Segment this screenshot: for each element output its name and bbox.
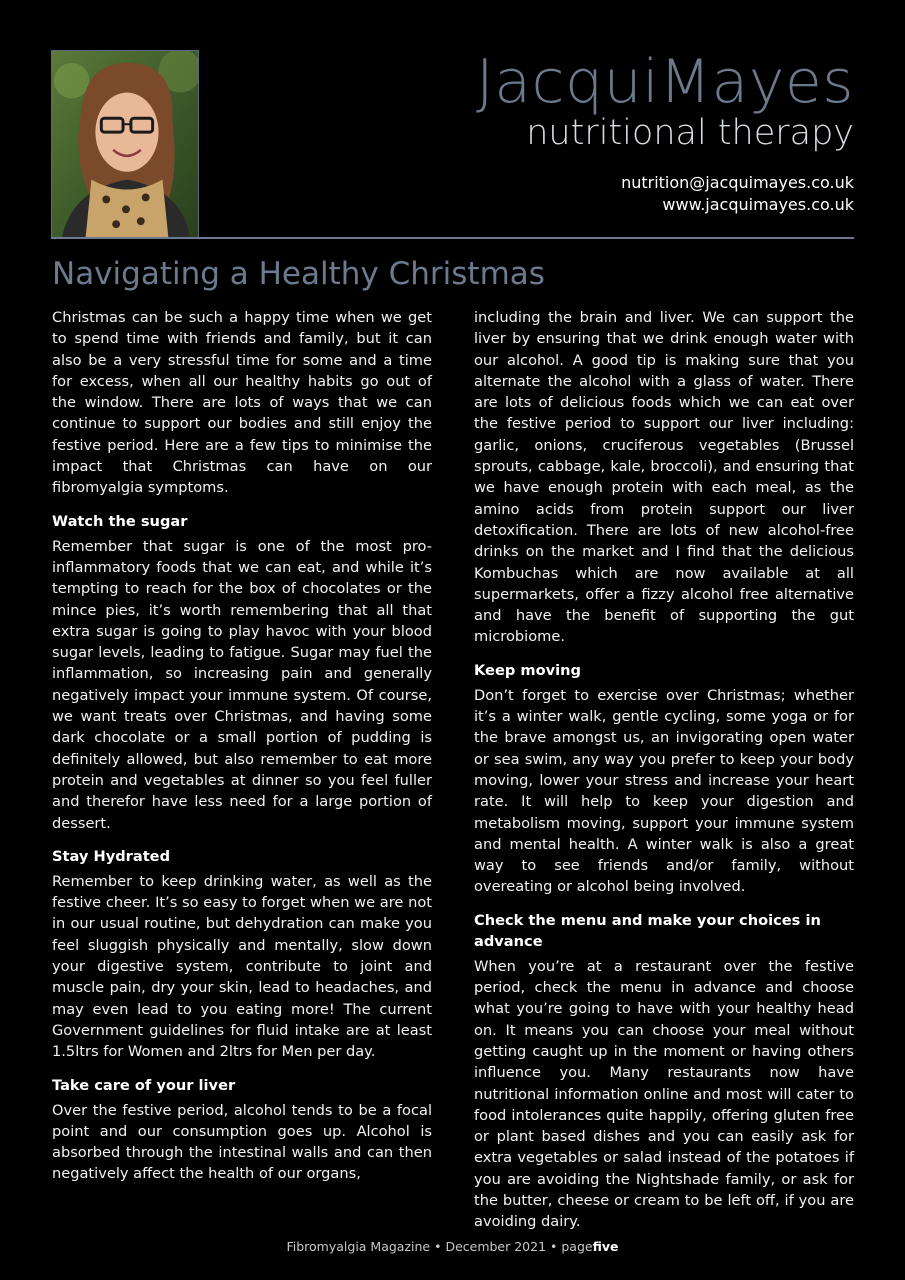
article-title: Navigating a Healthy Christmas	[52, 256, 545, 292]
brand-subtitle: nutritional therapy	[526, 113, 854, 153]
contact-website[interactable]: www.jacquimayes.co.uk	[662, 195, 854, 214]
section-body-moving: Don’t forget to exercise over Christmas; whether it’s a winter walk, gentle cycling, some yoga or for the brave amongst us, an invigorating open water or sea swim, any way you prefer to keep your body moving, lower your stress and increase your heart rate. It will help to keep your digestion and metabolism moving, support your immune system and mental health. A winter walk is also a great way to see friends and/or family, without overeating or alcohol being involved.	[474, 686, 854, 896]
section-body-menu: When you’re at a restaurant over the festive period, check the menu in advance and choose what you’re going to have with your healthy head on. It means you can choose your meal without getting caught up in the moment or having others influence you. Many restaurants now have nutritional information online and most will cater to food intolerances quite happily, offering gluten free or plant based dishes and you can easily ask for extra vegetables or salad instead of the potatoes if you are avoiding the Nightshade family, or ask for the butter, cheese or cream to be left off, if you are avoiding dairy.	[474, 957, 854, 1231]
section-heading-menu: Check the menu and make your choices in advance	[474, 911, 821, 950]
column-right	[474, 307, 854, 1245]
section-heading-liver: Take care of your liver	[52, 1076, 236, 1094]
author-photo	[51, 50, 199, 239]
brand-name: JacquiMayes	[476, 47, 854, 117]
header-divider	[51, 237, 854, 239]
footer-page-number: five	[592, 1239, 619, 1254]
section-body-hydrated: Remember to keep drinking water, as well as the festive cheer. It’s so easy to forget when we are not in our usual routine, but dehydration can make you feel sluggish physically and mentally, slow down your digestive system, contribute to joint and muscle pain, dry your skin, lead to headaches, and may even lead to you eating more! The current Government guidelines for fluid intake are at least 1.5ltrs for Women and 2ltrs for Men per day.	[52, 872, 432, 1061]
column-left	[52, 307, 432, 1197]
section-body-liver-part2: including the brain and liver. We can support the liver by ensuring that we drink enough water with our alcohol. A good tip is making sure that you alternate the alcohol with a glass of water. There are lots of delicious foods which we can eat over the festive period to support our liver including: garlic, onions, cruciferous vegetables (Brussel sprouts, cabbage, kale, broccoli), and ensuring that we have enough protein with each meal, as the amino acids from protein support our liver detoxification. There are lots of new alcohol-free drinks on the market and I find that the delicious Kombuchas which are now available at all supermarkets, offer a fizzy alcohol free alternative and have the benefit of supporting the gut microbiome.	[474, 309, 854, 646]
article-intro: Christmas can be such a happy time when we get to spend time with friends and family, but it can also be a very stressful time for some and a time for excess, when all our healthy habits go out of the window. There are lots of ways that we can continue to support our bodies and still enjoy the festive period. Here are a few tips to minimise the impact that Christmas can have on our fibromyalgia symptoms.	[52, 309, 432, 497]
section-heading-sugar: Watch the sugar	[52, 512, 188, 530]
author-portrait-image	[52, 51, 198, 238]
section-heading-moving: Keep moving	[474, 661, 581, 679]
contact-email[interactable]: nutrition@jacquimayes.co.uk	[621, 173, 854, 192]
section-body-liver-part1: Over the festive period, alcohol tends to be a focal point and our consumption goes up. Alcohol is absorbed through the intestinal walls and can then negatively affect the health of our organs,	[52, 1101, 432, 1183]
section-heading-hydrated: Stay Hydrated	[52, 847, 171, 865]
page-footer	[0, 1239, 905, 1254]
footer-text: Fibromyalgia Magazine • December 2021 • page	[286, 1239, 593, 1254]
section-body-sugar: Remember that sugar is one of the most pro-inflammatory foods that we can eat, and while it’s tempting to reach for the box of chocolates or the mince pies, it’s worth remembering that all that extra sugar is going to play havoc with your blood sugar levels, leading to fatigue. Sugar may fuel the inflammation, so increasing pain and generally negatively impact your immune system. Of course, we want treats over Christmas, and having some dark chocolate or a small portion of pudding is definitely allowed, but also remember to eat more protein and vegetables at dinner so you feel fuller and therefor have less need for a large portion of dessert.	[52, 537, 432, 832]
